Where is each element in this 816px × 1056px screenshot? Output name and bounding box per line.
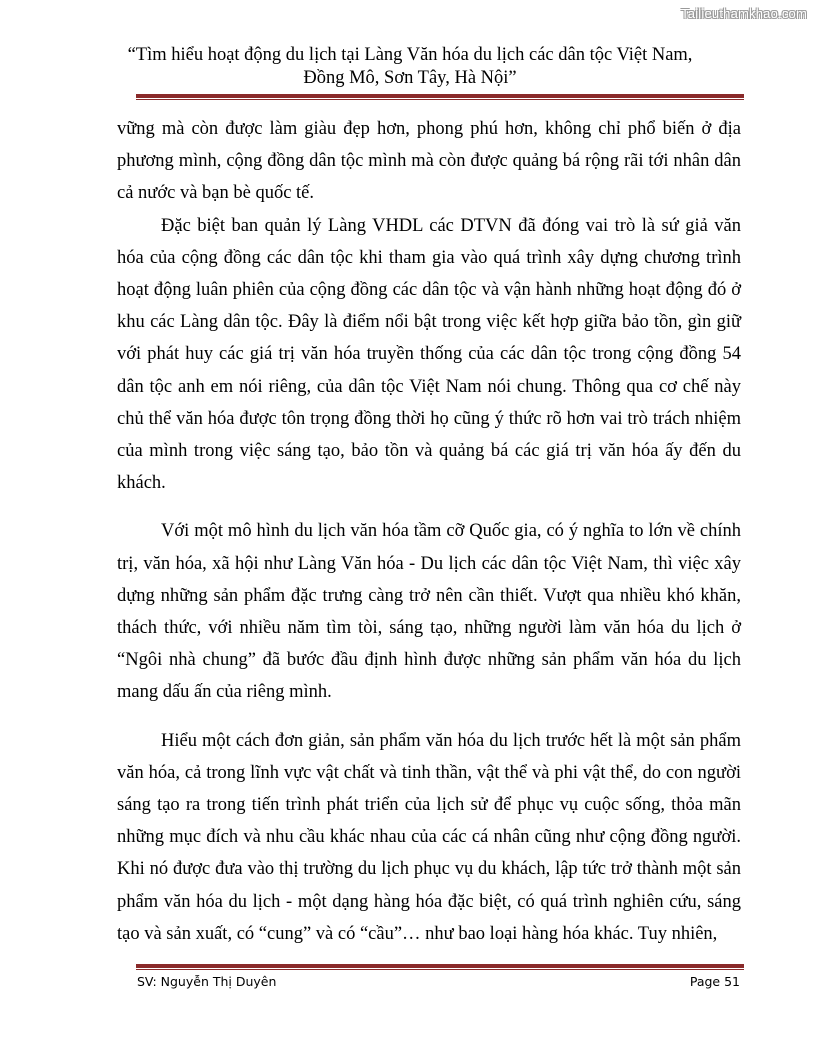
document-body (117, 113, 741, 950)
header-title-line-1: “Tìm hiểu hoạt động du lịch tại Làng Văn hóa du lịch các dân tộc Việt Nam, (127, 45, 693, 65)
paragraph-2: Đặc biệt ban quản lý Làng VHDL các DTVN đã đóng vai trò là sứ giả văn hóa của cộng đồng các dân tộc khi tham gia vào quá trình xây dựng chương trình hoạt động luân phiên của cộng đồng các dân tộc và vận hành những hoạt động đó ở khu các Làng dân tộc. Đây là điểm nổi bật trong việc kết hợp giữa bảo tồn, gìn giữ với phát huy các giá trị văn hóa truyền thống của các dân tộc trong cộng đồng 54 dân tộc anh em nói riêng, của dân tộc Việt Nam nói chung. Thông qua cơ chế này chủ thể văn hóa được tôn trọng đồng thời họ cũng ý thức rõ hơn vai trò trách nhiệm của mình trong việc sáng tạo, bảo tồn và quảng bá các giá trị văn hóa ấy đến du khách. (117, 215, 741, 494)
document-header (120, 44, 700, 90)
footer-student-name: SV: Nguyễn Thị Duyên (137, 974, 277, 989)
footer-divider (136, 964, 744, 970)
paragraph-1: vững mà còn được làm giàu đẹp hơn, phong phú hơn, không chỉ phổ biến ở địa phương mình, cộng đồng dân tộc mình mà còn được quảng bá rộng rãi tới nhân dân cả nước và bạn bè quốc tế. (117, 119, 741, 204)
watermark-text: Tailieuthamkhao.com (681, 6, 807, 21)
paragraph-3: Với một mô hình du lịch văn hóa tầm cỡ Quốc gia, có ý nghĩa to lớn về chính trị, văn hóa, xã hội như Làng Văn hóa - Du lịch các dân tộc Việt Nam, thì việc xây dựng những sản phẩm đặc trưng càng trở nên cần thiết. Vượt qua nhiều khó khăn, thách thức, với nhiều năm tìm tòi, sáng tạo, những người làm văn hóa du lịch ở “Ngôi nhà chung” đã bước đầu định hình được những sản phẩm văn hóa du lịch mang dấu ấn của riêng mình. (117, 521, 741, 703)
paragraph-4: Hiểu một cách đơn giản, sản phẩm văn hóa du lịch trước hết là một sản phẩm văn hóa, cả trong lĩnh vực vật chất và tinh thần, vật thể và phi vật thể, do con người sáng tạo ra trong tiến trình phát triển của lịch sử để phục vụ cuộc sống, thỏa mãn những mục đích và nhu cầu khác nhau của các cá nhân cũng như cộng đồng người. Khi nó được đưa vào thị trường du lịch phục vụ du khách, lập tức trở thành một sản phẩm văn hóa du lịch - một dạng hàng hóa đặc biệt, có quá trình nghiên cứu, sáng tạo và sản xuất, có “cung” và có “cầu”… như bao loại hàng hóa khác. Tuy nhiên, (117, 730, 741, 944)
header-divider (136, 94, 744, 100)
header-title-line-2: Đồng Mô, Sơn Tây, Hà Nội” (303, 68, 517, 88)
footer-page-number: Page 51 (689, 974, 740, 989)
